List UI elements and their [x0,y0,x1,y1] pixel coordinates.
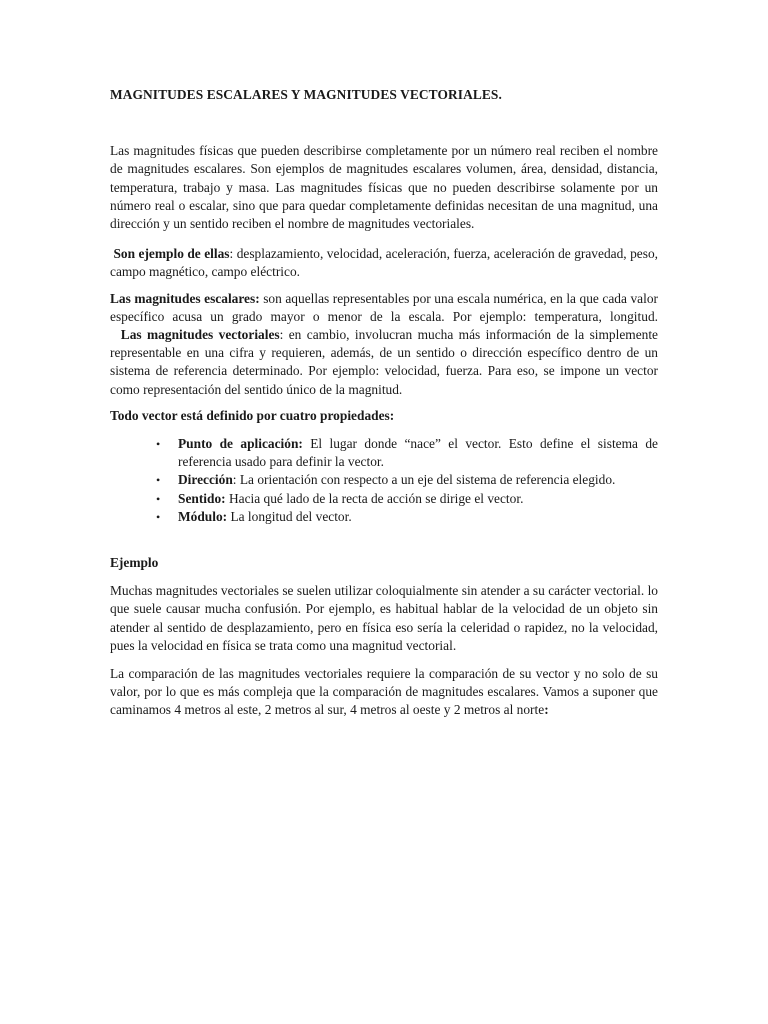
bullet-icon: • [156,509,161,524]
property-text: : La orientación con respecto a un eje del sistema de referencia elegido. [232,472,616,488]
bullet-icon: • [156,491,161,506]
scalars-tail: longitud. [610,308,658,324]
list-item [110,490,658,508]
example-heading: Ejemplo [110,555,159,571]
examples-label: Son ejemplo de ellas [113,246,230,262]
scalars-label: Las magnitudes escalares: [110,290,260,306]
property-label: Dirección [178,472,233,488]
list-item [110,508,658,526]
property-label: Sentido: [178,490,226,506]
examples-text: : desplazamiento, velocidad, aceleración, fuerza, aceleración de gravedad, peso, campo magnético, campo eléctrico. [110,246,658,280]
properties-list [110,435,658,526]
examples-paragraph [110,245,658,281]
property-text: La longitud del vector. [227,508,352,524]
scalars-paragraph [110,290,658,326]
properties-heading: Todo vector está definido por cuatro propiedades: [110,407,395,423]
intro-paragraph: Las magnitudes físicas que pueden describirse completamente por un número real reciben el nombre de magnitudes escalares. Son ejemplos de magnitudes escalares volumen, área, densidad, distancia, temperatura, trabajo y masa. Las magnitudes físicas que no pueden describirse solamente por un número real o escalar, sino que para quedar completamente definidas necesitan de una magnitud, una dirección y un sentido reciben el nombre de magnitudes vectoriales. [110,143,658,232]
document-title: MAGNITUDES ESCALARES Y MAGNITUDES VECTORIALES. [110,87,502,102]
list-item [110,471,658,489]
property-text: Hacia qué lado de la recta de acción se dirige el vector. [225,490,524,506]
bullet-icon: • [156,437,161,452]
property-label: Módulo: [178,508,228,524]
property-label: Punto de aplicación: [178,436,303,452]
property-text: El lugar donde “nace” el vector. Esto define el sistema de referencia usado para definir la vector. [178,436,658,470]
vectors-text: : en cambio, involucran mucha más información de la simplemente representable en una cifra y requieren, además, de un sentido o dirección específico dentro de un sistema de referencia determinado. Por ejemplo: velocidad, fuerza. Para eso, se impone un vector como representación del sentido único de la magnitud. [110,327,658,397]
list-item [110,435,658,471]
vectors-label: Las magnitudes vectoriales [120,327,280,343]
scalars-text: son aquellas representables por una escala numérica, en la que cada valor específico acusa un grado mayor o menor de la escala. Por ejemplo: temperatura, [110,290,658,324]
vectors-paragraph [110,326,658,399]
example-paragraph-2: La comparación de las magnitudes vectoriales requiere la comparación de su vector y no solo de su valor, por lo que es más compleja que la comparación de magnitudes escalares. Vamos a suponer que caminamos 4 metros al este, 2 metros al sur, 4 metros al oeste y 2 metros al norte: [110,666,658,718]
bullet-icon: • [156,473,161,488]
document-page [110,86,658,720]
example-paragraph-1: Muchas magnitudes vectoriales se suelen utilizar coloquialmente sin atender a su carácter vectorial. lo que suele causar mucha confusión. Por ejemplo, es habitual hablar de la velocidad de un objeto sin atender al sentido de desplazamiento, pero en física eso sería la celeridad o rapidez, no la velocidad, pues la velocidad en física se trata como una magnitud vectorial. [110,583,658,653]
